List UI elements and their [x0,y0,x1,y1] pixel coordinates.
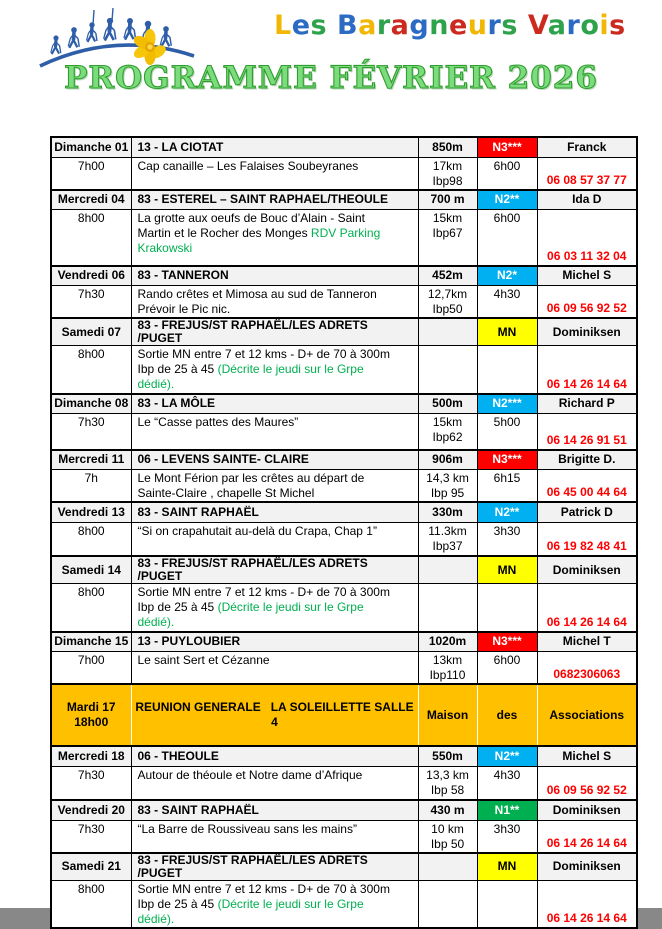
event-leader: Richard P [537,394,637,414]
event-leader: Michel S [537,266,637,286]
description-text: Autour de théoule et Notre dame d’Afrique [137,767,363,782]
event-group [51,394,637,450]
event-duration: 5h00 [477,414,537,450]
brand-letter: B [337,10,359,41]
event-phone: 06 19 82 48 41 [546,539,627,553]
event-phone: 06 14 26 14 64 [546,376,627,391]
event-group [51,190,637,266]
event-phone: 06 14 26 14 64 [546,910,627,925]
event-leader: Michel T [537,632,637,652]
event-detail-row [51,880,637,928]
event-group [51,137,637,190]
event-date: Vendredi 20 [51,800,131,820]
event-detail-row [51,210,637,266]
brand-letter: r [566,10,581,41]
event-location: 83 - FREJUS/ST RAPHAËL/LES ADRETS /PUGET [131,318,418,346]
description-text: Rando crêtes et Mimosa au sud de Tanneron [137,287,377,301]
event-contact [537,286,637,319]
event-header-row [51,318,637,346]
green-note-text: (Décrite le jeudi sur le Grpe [217,896,364,911]
event-distance [418,584,477,632]
event-distance [418,346,477,394]
description-text: Ibp de 25 à 45 [137,896,218,911]
event-leader: Dominiksen [537,853,637,881]
event-group [51,746,637,800]
green-note-text: dédié). [137,377,175,391]
event-level-badge: N2** [477,190,537,210]
event-header-row [51,632,637,652]
event-time: 7h30 [51,766,131,800]
event-time: 7h [51,470,131,503]
event-elevation: 700 m [418,190,477,210]
program-table-wrapper [50,136,638,929]
green-note-text: dédié). [137,911,175,926]
brand-letter: r [376,10,391,41]
meeting-date: Mardi 17 18h00 [51,684,131,746]
event-header-row [51,746,637,766]
event-detail-row [51,286,637,319]
event-date: Vendredi 06 [51,266,131,286]
green-note-text: (Décrite le jeudi sur le Grpe [217,600,364,614]
event-time: 7h00 [51,157,131,190]
description-text: Cap canaille – Les Falaises Soubeyranes [137,158,359,173]
meeting-row [51,684,637,746]
event-header-row [51,853,637,881]
event-phone: 06 14 26 91 51 [546,432,627,447]
event-contact [537,766,637,800]
event-location: 06 - LEVENS SAINTE- CLAIRE [131,450,418,470]
event-distance: 15km Ibp62 [418,414,477,450]
event-header-row [51,266,637,286]
brand-letter: a [358,10,377,41]
event-header-row [51,800,637,820]
event-detail-row [51,522,637,556]
event-location: 83 - SAINT RAPHAËL [131,502,418,522]
brand-letter: r [487,10,502,41]
description-text: “La Barre de Roussiveau sans les mains” [137,821,357,836]
event-level-badge: MN [477,318,537,346]
event-detail-row [51,414,637,450]
brand-letter [327,10,337,41]
event-group [51,800,637,853]
event-duration: 6h00 [477,157,537,190]
event-level-badge: N2*** [477,394,537,414]
description-text: Le saint Sert et Cézanne [137,653,270,667]
event-location: 83 - FREJUS/ST RAPHAËL/LES ADRETS /PUGET [131,853,418,881]
event-leader: Dominiksen [537,318,637,346]
event-phone: 06 03 11 32 04 [547,248,627,263]
description-text: Martin et le Rocher des Monges [137,226,311,240]
event-distance: 17km Ibp98 [418,157,477,190]
event-leader: Michel S [537,746,637,766]
brand-letter: n [429,10,449,41]
event-location: 83 - ESTEREL – SAINT RAPHAEL/THEOULE [131,190,418,210]
meeting-title: REUNION GENERALE LA SOLEILLETTE SALLE 4 [131,684,418,746]
event-duration: 4h30 [477,286,537,319]
event-phone: 06 08 57 37 77 [546,172,627,187]
meeting-col-maison: Maison [418,684,477,746]
event-description [131,766,418,800]
description-text: Le Mont Férion par les crêtes au départ de [137,471,365,485]
event-leader: Ida D [537,190,637,210]
event-date: Samedi 14 [51,556,131,584]
event-description [131,584,418,632]
event-distance: 12,7km Ibp50 [418,286,477,319]
event-elevation: 452m [418,266,477,286]
event-time: 8h00 [51,346,131,394]
event-duration: 3h30 [477,522,537,556]
meeting-col-associations: Associations [537,684,637,746]
event-description [131,652,418,685]
event-distance: 13,3 km Ibp 58 [418,766,477,800]
event-date: Samedi 07 [51,318,131,346]
event-leader: Brigitte D. [537,450,637,470]
event-header-row [51,190,637,210]
event-contact [537,584,637,632]
event-leader: Dominiksen [537,556,637,584]
event-elevation: 430 m [418,800,477,820]
brand-letter: g [409,10,430,41]
event-duration: 3h30 [477,820,537,853]
event-level-badge: N2** [477,746,537,766]
event-duration: 6h00 [477,652,537,685]
event-elevation: 550m [418,746,477,766]
brand-letter: s [501,10,518,41]
brand-letter: u [467,10,488,41]
event-duration: 6h00 [477,210,537,266]
event-date: Dimanche 15 [51,632,131,652]
event-group [51,450,637,503]
description-text: Ibp de 25 à 45 [137,362,218,376]
event-phone: 06 45 00 44 64 [546,485,627,499]
event-date: Dimanche 01 [51,137,131,157]
event-detail-row [51,766,637,800]
event-location: 83 - TANNERON [131,266,418,286]
event-detail-row [51,346,637,394]
event-location: 83 - FREJUS/ST RAPHAËL/LES ADRETS /PUGET [131,556,418,584]
description-text: Sortie MN entre 7 et 12 kms - D+ de 70 à 300m [137,347,390,361]
event-contact [537,210,637,266]
event-description [131,880,418,928]
event-duration: 6h15 [477,470,537,503]
meeting-group [51,684,637,746]
event-detail-row [51,470,637,503]
description-text: Prévoir le Pic nic. [137,302,231,316]
event-detail-row [51,157,637,190]
brand-title [274,10,626,41]
program-title: PROGRAMME FÉVRIER 2026 [64,60,598,96]
brand-letter: L [274,10,292,41]
event-description [131,157,418,190]
event-time: 7h30 [51,286,131,319]
event-time: 7h00 [51,652,131,685]
event-date: Mercredi 18 [51,746,131,766]
description-text: Le “Casse pattes des Maures” [137,415,299,429]
event-duration [477,584,537,632]
event-elevation: 906m [418,450,477,470]
event-location: 83 - LA MÔLE [131,394,418,414]
event-level-badge: MN [477,853,537,881]
event-level-badge: MN [477,556,537,584]
event-description [131,210,418,266]
event-duration [477,880,537,928]
event-time: 8h00 [51,522,131,556]
event-contact [537,346,637,394]
event-distance: 11.3km Ibp37 [418,522,477,556]
event-group [51,318,637,394]
event-description [131,820,418,853]
event-time: 7h30 [51,820,131,853]
event-group [51,632,637,685]
event-group [51,853,637,928]
event-leader: Patrick D [537,502,637,522]
event-description [131,522,418,556]
event-contact [537,880,637,928]
event-elevation [418,318,477,346]
event-description [131,470,418,503]
event-date: Mercredi 04 [51,190,131,210]
event-distance: 15km Ibp67 [418,210,477,266]
description-text: “Si on crapahutait au-delà du Crapa, Chap 1” [137,523,377,538]
event-level-badge: N3*** [477,632,537,652]
event-location: 06 - THEOULE [131,746,418,766]
event-location: 13 - PUYLOUBIER [131,632,418,652]
brand-letter: o [580,10,600,41]
green-note-text: (Décrite le jeudi sur le Grpe [217,362,364,376]
event-contact [537,157,637,190]
event-contact [537,820,637,853]
event-phone: 06 14 26 14 64 [546,835,627,850]
event-contact [537,652,637,685]
meeting-col-des: des [477,684,537,746]
event-elevation [418,556,477,584]
event-distance: 13km Ibp110 [418,652,477,685]
description-text: Sainte-Claire , chapelle St Michel [137,486,315,500]
event-elevation: 1020m [418,632,477,652]
event-location: 83 - SAINT RAPHAËL [131,800,418,820]
event-header-row [51,450,637,470]
event-level-badge: N2** [477,502,537,522]
event-phone: 06 14 26 14 64 [546,614,627,629]
event-time: 8h00 [51,880,131,928]
brand-letter: a [390,10,410,41]
green-note-text: RDV Parking [310,226,381,240]
event-description [131,414,418,450]
event-header-row [51,556,637,584]
event-contact [537,414,637,450]
description-text: La grotte aux oeufs de Bouc d’Alain - Saint [137,211,365,225]
event-detail-row [51,652,637,685]
event-contact [537,522,637,556]
event-date: Samedi 21 [51,853,131,881]
event-date: Mercredi 11 [51,450,131,470]
event-phone: 06 09 56 92 52 [546,783,627,797]
brand-letter [518,10,528,41]
event-header-row [51,137,637,157]
event-level-badge: N3*** [477,137,537,157]
brand-letter: e [448,10,468,41]
brand-letter: s [310,10,328,41]
event-detail-row [51,820,637,853]
event-time: 8h00 [51,210,131,266]
event-phone: 06 09 56 92 52 [546,301,627,315]
event-elevation [418,853,477,881]
event-level-badge: N3*** [477,450,537,470]
event-level-badge: N1** [477,800,537,820]
brand-letter: i [599,10,610,41]
event-time: 8h00 [51,584,131,632]
event-description [131,286,418,319]
brand-letter: a [547,10,567,41]
event-leader: Franck [537,137,637,157]
description-text: Sortie MN entre 7 et 12 kms - D+ de 70 à 300m [137,585,390,599]
event-location: 13 - LA CIOTAT [131,137,418,157]
event-header-row [51,502,637,522]
event-distance: 14,3 km Ibp 95 [418,470,477,503]
event-duration: 4h30 [477,766,537,800]
event-distance: 10 km Ibp 50 [418,820,477,853]
brand-letter: V [527,10,548,41]
event-header-row [51,394,637,414]
event-description [131,346,418,394]
event-level-badge: N2* [477,266,537,286]
brand-letter: e [291,10,311,41]
event-elevation: 500m [418,394,477,414]
description-text: Ibp de 25 à 45 [137,600,218,614]
event-elevation: 850m [418,137,477,157]
event-detail-row [51,584,637,632]
event-elevation: 330m [418,502,477,522]
event-duration [477,346,537,394]
green-note-text: dédié). [137,615,175,629]
event-date: Vendredi 13 [51,502,131,522]
event-group [51,556,637,632]
event-date: Dimanche 08 [51,394,131,414]
event-group [51,266,637,319]
event-leader: Dominiksen [537,800,637,820]
event-distance [418,880,477,928]
green-note-text: Krakowski [137,241,193,255]
program-table [50,136,638,929]
event-group [51,502,637,556]
brand-letter: s [609,10,626,41]
event-contact [537,470,637,503]
event-time: 7h30 [51,414,131,450]
event-phone: 0682306063 [553,667,621,681]
description-text: Sortie MN entre 7 et 12 kms - D+ de 70 à 300m [137,881,390,896]
